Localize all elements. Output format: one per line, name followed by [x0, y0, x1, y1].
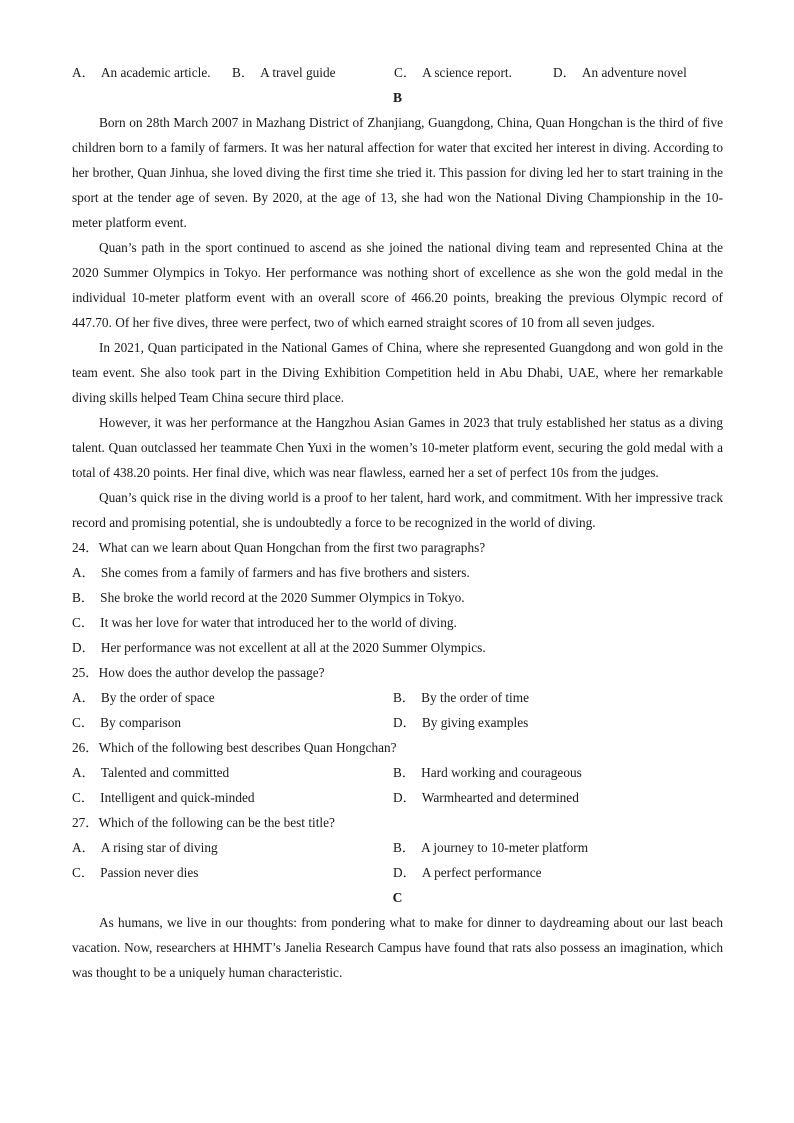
option-a: A． An academic article. — [72, 65, 211, 80]
question-number: 26． — [72, 740, 99, 755]
section-b-heading: B — [392, 90, 402, 105]
passage-paragraph: Quan’s path in the sport continued to ascend as she joined the national diving team and represented China at the 2020 Summer Olympics in Tokyo. Her performance was nothing short of excellence as she won the gold medal in the individual 10-meter platform event with an overall score of 466.20 points, breaking the previous Olympic record of 447.70. Of her five dives, three were perfect, two of which earned straight scores of 10 from all seven judges. — [72, 240, 723, 330]
option-d: D． Her performance was not excellent at all at the 2020 Summer Olympics. — [72, 640, 486, 655]
options-row — [72, 710, 723, 735]
option-b: B． Hard working and courageous — [393, 765, 582, 780]
question-27 — [72, 810, 723, 835]
option-a: A． Talented and committed — [72, 765, 230, 780]
prev-question-options — [72, 60, 723, 85]
option-b: B． She broke the world record at the 2020 Summer Olympics in Tokyo. — [72, 590, 465, 605]
question-stem: How does the author develop the passage? — [98, 665, 325, 680]
option-a: A． A rising star of diving — [72, 840, 218, 855]
options-row — [72, 835, 723, 860]
option-c: C． A science report. — [394, 65, 512, 80]
question-number: 25． — [72, 665, 99, 680]
option-b: B． By the order of time — [393, 690, 529, 705]
option-d: D． A perfect performance — [393, 865, 542, 880]
passage-paragraph: Quan’s quick rise in the diving world is a proof to her talent, hard work, and commitment. With her impressive track record and promising potential, she is undoubtedly a force to be recognized in the world of diving. — [72, 490, 723, 530]
option-c: C． By comparison — [72, 715, 182, 730]
options-row — [72, 785, 723, 810]
option-d: D． By giving examples — [393, 715, 529, 730]
section-c-heading: C — [392, 890, 403, 905]
question-stem: Which of the following best describes Quan Hongchan? — [98, 740, 397, 755]
question-25 — [72, 660, 723, 685]
option-b: B． A travel guide — [232, 65, 336, 80]
question-24 — [72, 535, 723, 560]
passage-paragraph: However, it was her performance at the Hangzhou Asian Games in 2023 that truly established her status as a diving talent. Quan outclassed her teammate Chen Yuxi in the women’s 10-meter platform event, securing the gold medal with a total of 438.20 points. Her final dive, which was near flawless, earned her a set of perfect 10s from the judges. — [72, 415, 723, 480]
options-row — [72, 760, 723, 785]
passage-paragraph: As humans, we live in our thoughts: from pondering what to make for dinner to daydreaming about our last beach vacation. Now, researchers at HHMT’s Janelia Research Campus have found that rats also possess an imagination, which was thought to be a uniquely human characteristic. — [72, 915, 723, 980]
exam-page — [72, 60, 723, 985]
option-a: A． She comes from a family of farmers and has five brothers and sisters. — [72, 565, 470, 580]
option-b: B． A journey to 10-meter platform — [393, 840, 589, 855]
question-number: 24． — [72, 540, 99, 555]
question-stem: Which of the following can be the best title? — [98, 815, 335, 830]
question-number: 27． — [72, 815, 99, 830]
option-d: D． Warmhearted and determined — [393, 790, 579, 805]
option-c: C． Passion never dies — [72, 865, 199, 880]
options-row — [72, 685, 723, 710]
option-c: C． It was her love for water that introduced her to the world of diving. — [72, 615, 457, 630]
option-a: A． By the order of space — [72, 690, 215, 705]
option-d: D． An adventure novel — [553, 65, 687, 80]
option-c: C． Intelligent and quick-minded — [72, 790, 255, 805]
passage-paragraph: In 2021, Quan participated in the National Games of China, where she represented Guangdong and won gold in the team event. She also took part in the Diving Exhibition Competition held in Abu Dhabi, UAE, where her remarkable diving skills helped Team China secure third place. — [72, 340, 723, 405]
question-26 — [72, 735, 723, 760]
question-stem: What can we learn about Quan Hongchan from the first two paragraphs? — [98, 540, 486, 555]
passage-paragraph: Born on 28th March 2007 in Mazhang District of Zhanjiang, Guangdong, China, Quan Hongchan is the third of five children born to a family of farmers. It was her natural affection for water that excited her interest in diving. According to her brother, Quan Jinhua, she loved diving the first time she tried it. This passion for diving led her to start training in the sport at the tender age of seven. By 2020, at the age of 13, she had won the National Diving Championship in the 10-meter platform event. — [72, 115, 723, 230]
options-row — [72, 860, 723, 885]
